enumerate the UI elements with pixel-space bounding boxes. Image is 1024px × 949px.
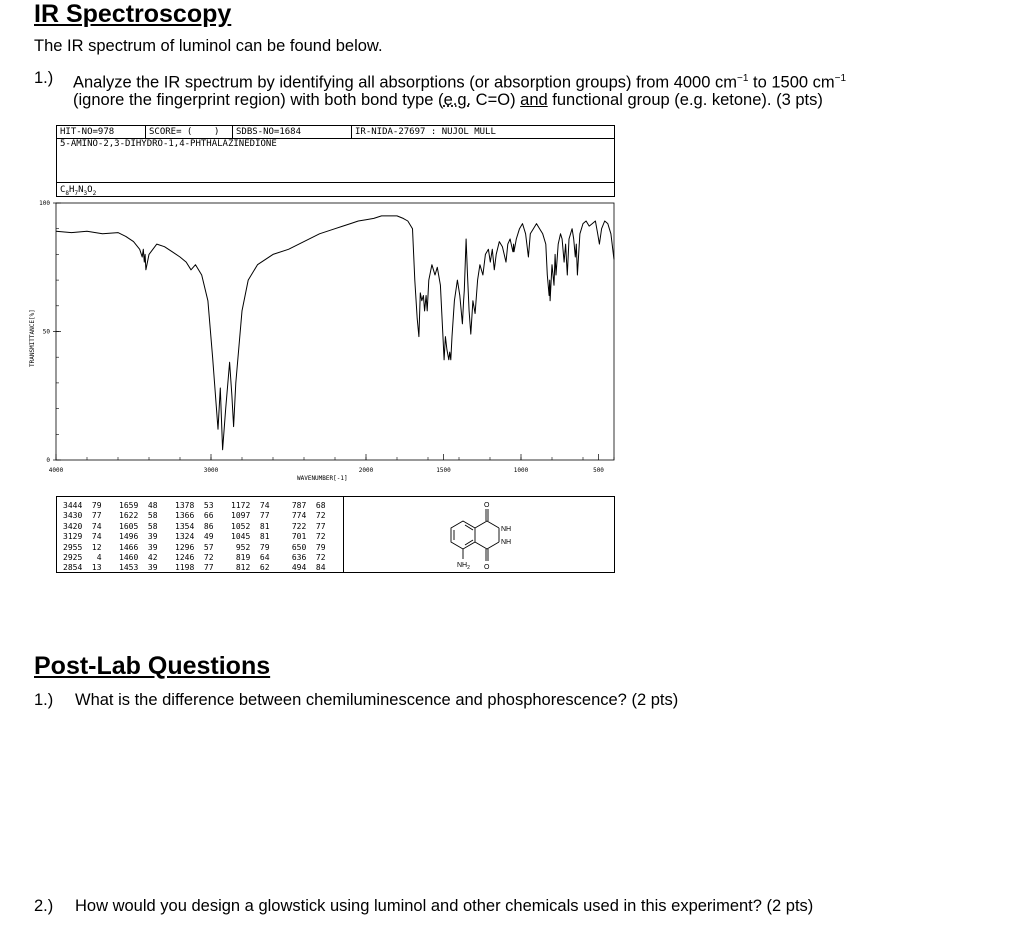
nh-label: NH	[501, 526, 512, 533]
divider	[343, 497, 344, 572]
y-axis-label: TRANSMITTANCE[%]	[29, 309, 36, 367]
score: SCORE= ( )	[146, 126, 233, 138]
question-number: 1.)	[34, 69, 54, 87]
q1-text-part: (ignore the fingerprint region) with both bond type (	[73, 91, 444, 109]
formula-part: 3	[83, 189, 88, 197]
nh-label: NH	[501, 539, 512, 546]
q1-text-part: functional group (e.g. ketone). (3 pts)	[547, 91, 823, 109]
x-tick-label: 1500	[436, 467, 451, 474]
question-number: 2.)	[34, 897, 54, 915]
peak-column: 1172 74 1097 77 1052 81 1045 81 952 79 819 64 812 62	[231, 501, 270, 573]
ir-nida: IR-NIDA-27697 : NUJOL MULL	[355, 127, 496, 137]
peak-table-box	[56, 496, 615, 573]
ir-spectrum-chart	[0, 195, 620, 485]
compound-row	[57, 138, 614, 183]
formula-part: H	[69, 185, 75, 195]
amino-text: NH	[457, 562, 468, 569]
formula-part: 2	[92, 189, 97, 197]
x-tick-label: 1000	[513, 467, 529, 474]
section-title-postlab: Post-Lab Questions	[34, 652, 271, 680]
x-tick-label: 4000	[48, 467, 64, 474]
spectrum-header	[56, 125, 615, 197]
spectrum-series-line	[56, 216, 614, 450]
compound-name: 5-AMINO-2,3-DIHYDRO-1,4-PHTHALAZINEDIONE	[60, 139, 277, 149]
question-1-line-2	[73, 90, 823, 111]
superscript: −1	[737, 73, 749, 84]
q1-text-part: C=O)	[471, 91, 521, 109]
oxygen-top: O	[484, 502, 490, 509]
peak-column: 1378 53 1366 66 1354 86 1324 49 1296 57 1246 72 1198 77	[175, 501, 214, 573]
question-number: 1.)	[34, 691, 54, 709]
and-emphasis: and	[520, 91, 548, 109]
q1-text-part: to 1500 cm	[748, 73, 835, 92]
eg-abbrev: e.g.	[443, 91, 472, 109]
formula-part: N	[78, 185, 84, 195]
peak-column: 3444 79 3430 77 3420 74 3129 74 2955 12 2925 4 2854 13	[63, 501, 102, 573]
luminol-structure	[423, 499, 543, 571]
amino-subscript: 2	[467, 565, 470, 571]
plot-frame	[56, 203, 614, 460]
formula-part: O	[87, 185, 93, 195]
formula-part: C	[60, 185, 66, 195]
section-title-ir: IR Spectroscopy	[34, 0, 232, 28]
sdbs-number: SDBS-NO=1684	[233, 126, 352, 138]
peak-column: 1659 48 1622 58 1605 58 1496 39 1466 39 1460 42 1453 39	[119, 501, 158, 573]
peak-column: 787 68 774 72 722 77 701 72 650 79 636 72 494 84	[291, 501, 326, 573]
x-axis-label: WAVENUMBER[-1]	[297, 475, 348, 482]
x-tick-label: 500	[593, 467, 604, 474]
hit-number: HIT-NO=978	[57, 126, 146, 138]
intro-text: The IR spectrum of luminol can be found below.	[34, 37, 383, 55]
superscript: −1	[834, 73, 847, 84]
postlab-question-2: How would you design a glowstick using luminol and other chemicals used in this experiment? (2 pts)	[75, 897, 814, 915]
q1-text-part: Analyze the IR spectrum by identifying all absorptions (or absorption groups) from 4000 cm	[73, 73, 737, 92]
oxygen-bottom: O	[484, 564, 490, 571]
y-tick-label: 0	[46, 457, 50, 464]
y-tick-label: 100	[39, 200, 50, 207]
x-tick-label: 3000	[203, 467, 219, 474]
formula-part: 8	[65, 189, 70, 197]
y-tick-label: 50	[42, 328, 50, 336]
x-tick-label: 2000	[358, 467, 374, 474]
formula-part: 7	[74, 189, 79, 197]
amino-label	[457, 562, 470, 571]
structure-bonds	[451, 509, 499, 561]
postlab-question-1: What is the difference between chemiluminescence and phosphorescence? (2 pts)	[75, 691, 679, 709]
